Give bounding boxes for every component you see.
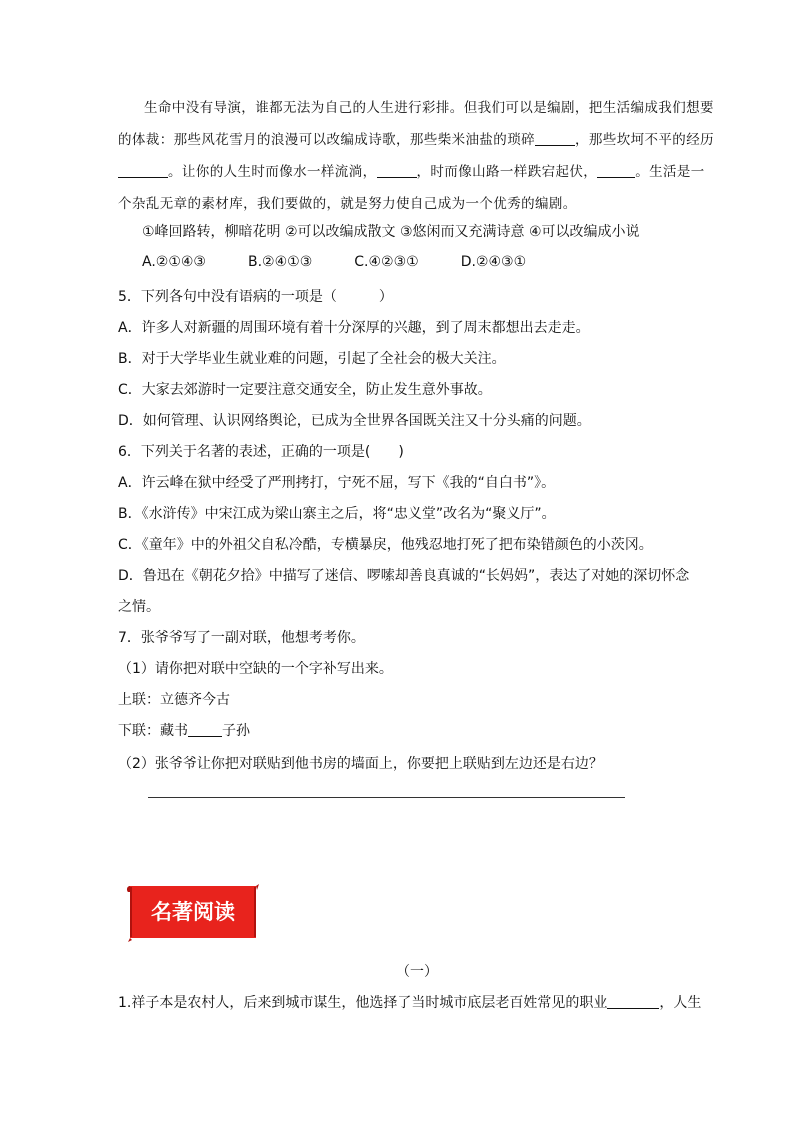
question-5-option-a[interactable]: A．许多人对新疆的周围环境有着十分深厚的兴趣，到了周末都想出去走走。 [118,320,590,336]
question-5-option-c[interactable]: C．大家去郊游时一定要注意交通安全，防止发生意外事故。 [118,382,492,398]
reading-question-1 [118,992,701,1012]
section-subtitle: （一） [396,964,438,980]
option-phrases: ①峰回路转，柳暗花明 ②可以改编成散文 ③悠闲而又充满诗意 ④可以改编成小说 [142,224,640,240]
passage-text-2: ，那些坎坷不平的经历 [575,132,714,148]
question-5-stem: 5．下列各句中没有语病的一项是（ ） [118,289,393,305]
reading-question-1-text: 1.祥子本是农村人，后来到城市谋生，他选择了当时城市底层老百姓常见的职业 [118,995,608,1011]
choice-list [142,254,568,270]
passage-text-5: 。生活是一个杂乱无章的素材库，我们要做的，就是努力使自己成为一个优秀的编剧。 [118,164,705,212]
section-banner-title: 名著阅读 [151,900,235,924]
choice-c[interactable]: C.④②③① [354,254,419,270]
passage-text-4: ，时而像山路一样跌宕起伏， [416,164,598,180]
question-7-sub2: （2）张爷爷让你把对联贴到他书房的墙面上，你要把上联贴到左边还是右边？ [118,756,603,772]
couplet-lower [118,720,250,740]
answer-blank[interactable] [118,163,168,178]
answer-line[interactable] [148,797,625,798]
couplet-upper: 上联：立德齐今古 [118,692,230,708]
choice-a[interactable]: A.②①④③ [142,254,206,270]
question-6-option-b[interactable]: B．《水浒传》中宋江成为梁山寨主之后，将“忠义堂”改名为“聚义厅”。 [118,506,556,522]
couplet-blank[interactable] [188,722,222,737]
couplet-lower-start: 下联：藏书 [118,723,188,739]
question-5-option-b[interactable]: B．对于大学毕业生就业难的问题，引起了全社会的极大关注。 [118,351,506,367]
answer-blank[interactable] [535,131,575,146]
passage-text-1: 生命中没有导演，谁都无法为自己的人生进行彩排。但我们可以是编剧，把生活编成我们想要的体裁：那些风花雪月的浪漫可以改编成诗歌，那些柴米油盐的琐碎 [118,100,714,148]
question-6-option-a[interactable]: A．许云峰在狱中经受了严刑拷打，宁死不屈，写下《我的“自白书”》。 [118,475,556,491]
answer-blank[interactable] [377,163,417,178]
question-6-option-d-cont: 之情。 [118,599,160,615]
answer-blank[interactable] [607,994,659,1009]
passage-paragraph [118,92,718,220]
choice-d[interactable]: D.②④③① [460,254,527,270]
question-6-stem: 6．下列关于名著的表述，正确的一项是( ) [118,444,404,460]
reading-question-1-tail: ，人生 [659,995,702,1011]
question-6-option-c[interactable]: C．《童年》中的外祖父自私冷酷，专横暴戾，他残忍地打死了把布染错颜色的小茨冈。 [118,537,653,553]
passage-text-3: 。让你的人生时而像水一样流淌， [168,164,377,180]
question-5-option-d[interactable]: D．如何管理、认识网络舆论，已成为全世界各国既关注又十分头痛的问题。 [118,413,591,429]
answer-blank[interactable] [597,163,635,178]
question-6-option-d[interactable]: D．鲁迅在《朝花夕拾》中描写了迷信、啰嗦却善良真诚的“长妈妈”，表达了对她的深切怀念 [118,568,690,584]
question-7-sub1: （1）请你把对联中空缺的一个字补写出来。 [118,661,393,677]
choice-b[interactable]: B.②④①③ [247,254,313,270]
question-7-stem: 7．张爷爷写了一副对联，他想考考你。 [118,630,365,646]
couplet-lower-end: 子孙 [222,723,250,739]
